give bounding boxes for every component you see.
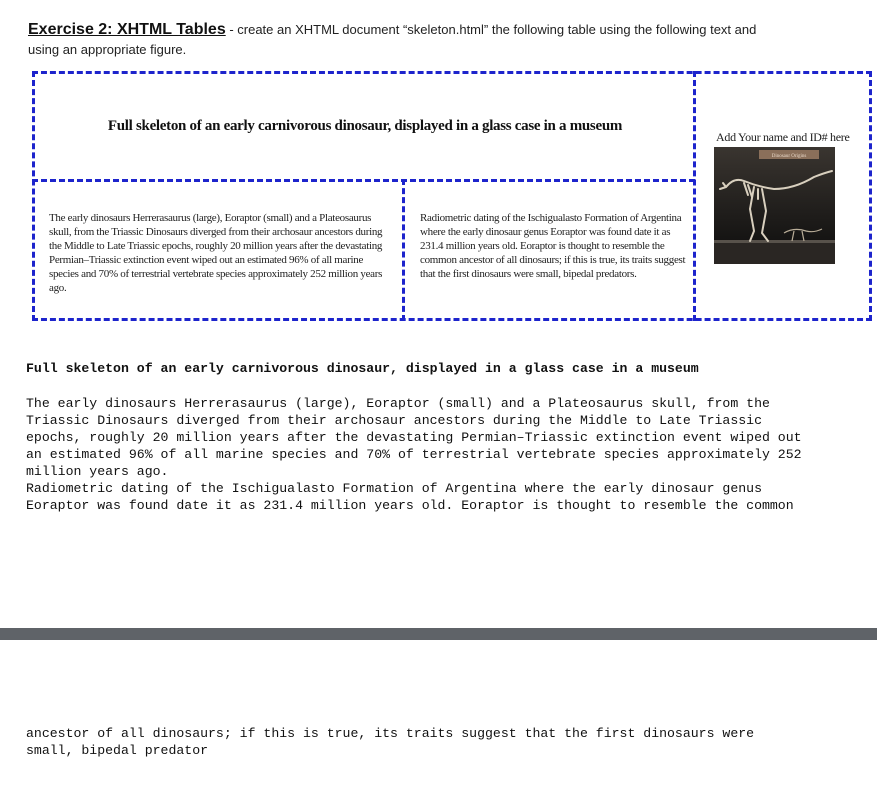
document-page-2 <box>0 640 877 790</box>
body-line: small, bipedal predator <box>26 743 209 758</box>
table-border-left <box>32 71 35 321</box>
table-border-right <box>869 71 872 321</box>
body-line: epochs, roughly 20 million years after the devastating Permian–Triassic extinction event wiped out <box>26 430 802 445</box>
table-header-cell: Full skeleton of an early carnivorous dinosaur, displayed in a glass case in a museum <box>107 118 623 134</box>
photo-banner-text: Dinosaur Origins <box>771 154 807 159</box>
table-left-cell: The early dinosaurs Herrerasaurus (large), Eoraptor (small) and a Plateosaurus skull, from the Triassic Dinosaurs diverged from their archosaur ancestors during the Middle to Late Triassic epochs, roughly 20 million years after the devastating Permian–Triassic extinction event wiped out an estimated 96% of all marine species and 70% of terrestrial vertebrate species approximately 252 million years ago. <box>49 212 383 294</box>
body-line: The early dinosaurs Herrerasaurus (large), Eoraptor (small) and a Plateosaurus skull, from the <box>26 396 770 411</box>
name-id-placeholder: Add Your name and ID# here <box>716 130 850 144</box>
exercise-title: Exercise 2: XHTML Tables <box>28 21 226 38</box>
table-border-bottom <box>32 318 872 321</box>
page-separator <box>0 628 877 640</box>
body-line: million years ago. <box>26 464 169 479</box>
body-line: Triassic Dinosaurs diverged from their archosaur ancestors during the Middle to Late Triassic <box>26 413 762 428</box>
body-line: Radiometric dating of the Ischigualasto Formation of Argentina where the early dinosaur genus <box>26 481 762 496</box>
table-border-top <box>32 71 872 74</box>
table-right-cell: Radiometric dating of the Ischigualasto Formation of Argentina where the early dinosaur genus Eoraptor was found date it as 231.4 million years old. Eoraptor is thought to resemble the common ancestor of all dinosaurs; if this is true, its traits suggest that the first dinosaurs were small, bipedal predators. <box>420 212 686 280</box>
table-border-inner-right <box>693 71 696 321</box>
exercise-heading <box>28 20 858 60</box>
body-heading: Full skeleton of an early carnivorous dinosaur, displayed in a glass case in a museum <box>26 361 699 376</box>
body-line: Eoraptor was found date it as 231.4 million years old. Eoraptor is thought to resemble the common <box>26 498 794 513</box>
skeleton-illustration <box>714 147 835 264</box>
exercise-instructions-line2: using an appropriate figure. <box>28 42 187 57</box>
table-border-center <box>402 179 405 321</box>
body-line: an estimated 96% of all marine species and 70% of terrestrial vertebrate species approximately 252 <box>26 447 802 462</box>
body-line: ancestor of all dinosaurs; if this is true, its traits suggest that the first dinosaurs were <box>26 726 755 741</box>
exercise-instructions: - create an XHTML document “skeleton.html” the following table using the following text and <box>225 22 757 37</box>
table-border-mid <box>32 179 695 182</box>
dinosaur-skeleton-photo <box>714 147 835 264</box>
